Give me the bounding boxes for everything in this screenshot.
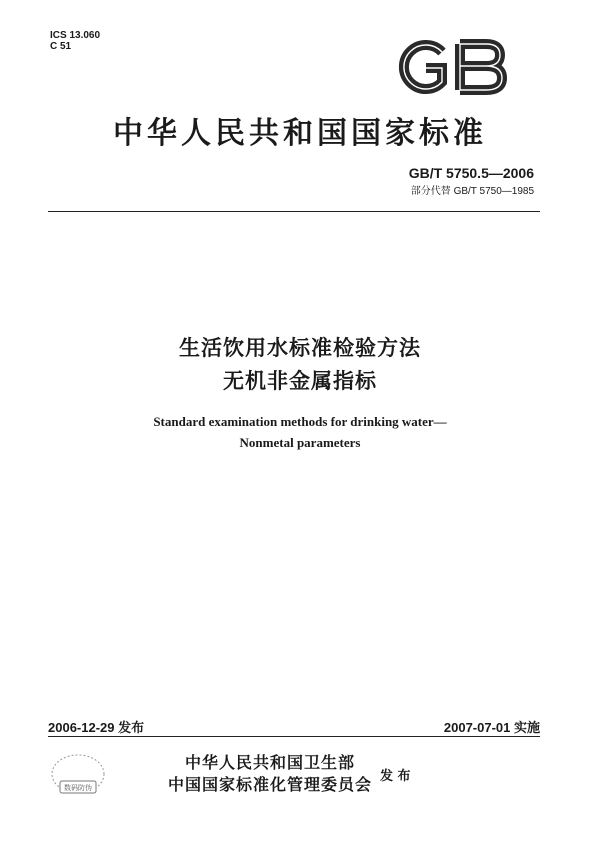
footer-divider <box>48 736 540 737</box>
issue-date: 2006-12-29 发布 <box>48 720 145 735</box>
header-divider <box>48 211 540 212</box>
gb-emblem-icon <box>390 36 510 98</box>
issue-action: 发 布 <box>380 769 411 784</box>
stamp-text: 数码防伪 <box>64 784 92 792</box>
title-cn-line2: 无机非金属指标 <box>223 369 377 393</box>
classification-codes <box>50 30 100 52</box>
standard-number: GB/T 5750.5—2006 <box>408 165 534 181</box>
standard-number-block <box>409 165 534 197</box>
title-cn-line1: 生活饮用水标准检验方法 <box>179 336 421 360</box>
title-en-line2: Nonmetal parameters <box>239 435 361 450</box>
implementation-date: 2007-07-01 实施 <box>443 720 540 735</box>
issuer-line1: 中华人民共和国卫生部 <box>184 753 355 772</box>
anti-counterfeit-stamp-icon <box>40 752 116 800</box>
issuer-line2: 中国国家标准化管理委员会 <box>167 775 372 794</box>
ics-code: ICS 13.060 <box>50 30 101 41</box>
national-standard-title: 中华人民共和国国家标准 <box>113 116 487 151</box>
ccs-code: C 51 <box>50 41 72 52</box>
replaces-note: 部分代替 GB/T 5750—1985 <box>410 186 534 197</box>
title-en-line1: Standard examination methods for drinking water— <box>153 414 447 429</box>
